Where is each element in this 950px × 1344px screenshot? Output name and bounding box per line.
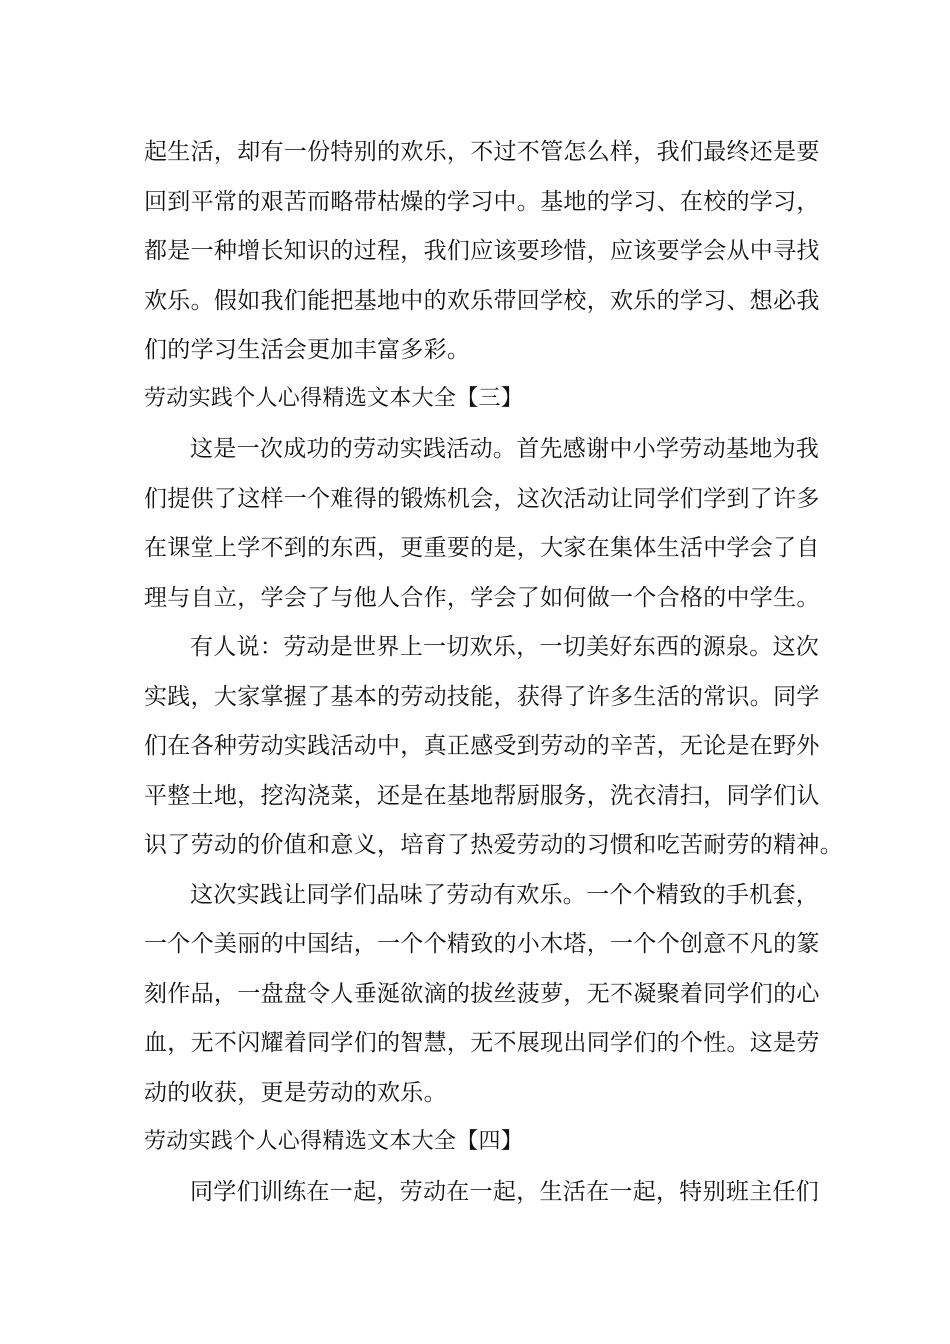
paragraph-line: 刻作品，一盘盘令人垂涎欲滴的拔丝菠萝，无不凝聚着同学们的心: [144, 981, 820, 1007]
paragraph-line: 实践，大家掌握了基本的劳动技能，获得了许多生活的常识。同学: [144, 684, 820, 710]
paragraph-line: 有人说：劳动是世界上一切欢乐，一切美好东西的源泉。这次: [190, 634, 820, 660]
paragraph-line: 同学们训练在一起，劳动在一起，生活在一起，特别班主任们: [190, 1179, 820, 1205]
section-heading: 劳动实践个人心得精选文本大全【三】: [144, 386, 524, 411]
paragraph-line: 这是一次成功的劳动实践活动。首先感谢中小学劳动基地为我: [190, 436, 820, 462]
paragraph-line: 回到平常的艰苦而略带枯燥的学习中。基地的学习、在校的学习，: [144, 189, 820, 215]
paragraph-line: 动的收获，更是劳动的欢乐。: [144, 1080, 447, 1106]
paragraph-line: 们的学习生活会更加丰富多彩。: [144, 337, 471, 363]
paragraph-line: 血，无不闪耀着同学们的智慧，无不展现出同学们的个性。这是劳: [144, 1030, 820, 1056]
paragraph-line: 欢乐。假如我们能把基地中的欢乐带回学校，欢乐的学习、想必我: [144, 288, 820, 314]
paragraph-line: 理与自立，学会了与他人合作，学会了如何做一个合格的中学生。: [144, 585, 820, 611]
paragraph-line: 一个个美丽的中国结，一个个精致的小木塔，一个个创意不凡的篆: [144, 931, 820, 957]
paragraph-line: 这次实践让同学们品味了劳动有欢乐。一个个精致的手机套，: [190, 882, 820, 908]
paragraph-line: 平整土地，挖沟浇菜，还是在基地帮厨服务，洗衣清扫，同学们认: [144, 783, 820, 809]
paragraph-line: 在课堂上学不到的东西，更重要的是，大家在集体生活中学会了自: [144, 535, 820, 561]
paragraph-line: 们在各种劳动实践活动中，真正感受到劳动的辛苦，无论是在野外: [144, 733, 820, 759]
paragraph-line: 们提供了这样一个难得的锻炼机会，这次活动让同学们学到了许多: [144, 486, 820, 512]
paragraph-line: 识了劳动的价值和意义，培育了热爱劳动的习惯和吃苦耐劳的精神。: [144, 832, 843, 858]
paragraph-line: 起生活，却有一份特别的欢乐，不过不管怎么样，我们最终还是要: [144, 139, 820, 165]
paragraph-line: 都是一种增长知识的过程，我们应该要珍惜，应该要学会从中寻找: [144, 238, 820, 264]
section-heading: 劳动实践个人心得精选文本大全【四】: [144, 1129, 524, 1154]
